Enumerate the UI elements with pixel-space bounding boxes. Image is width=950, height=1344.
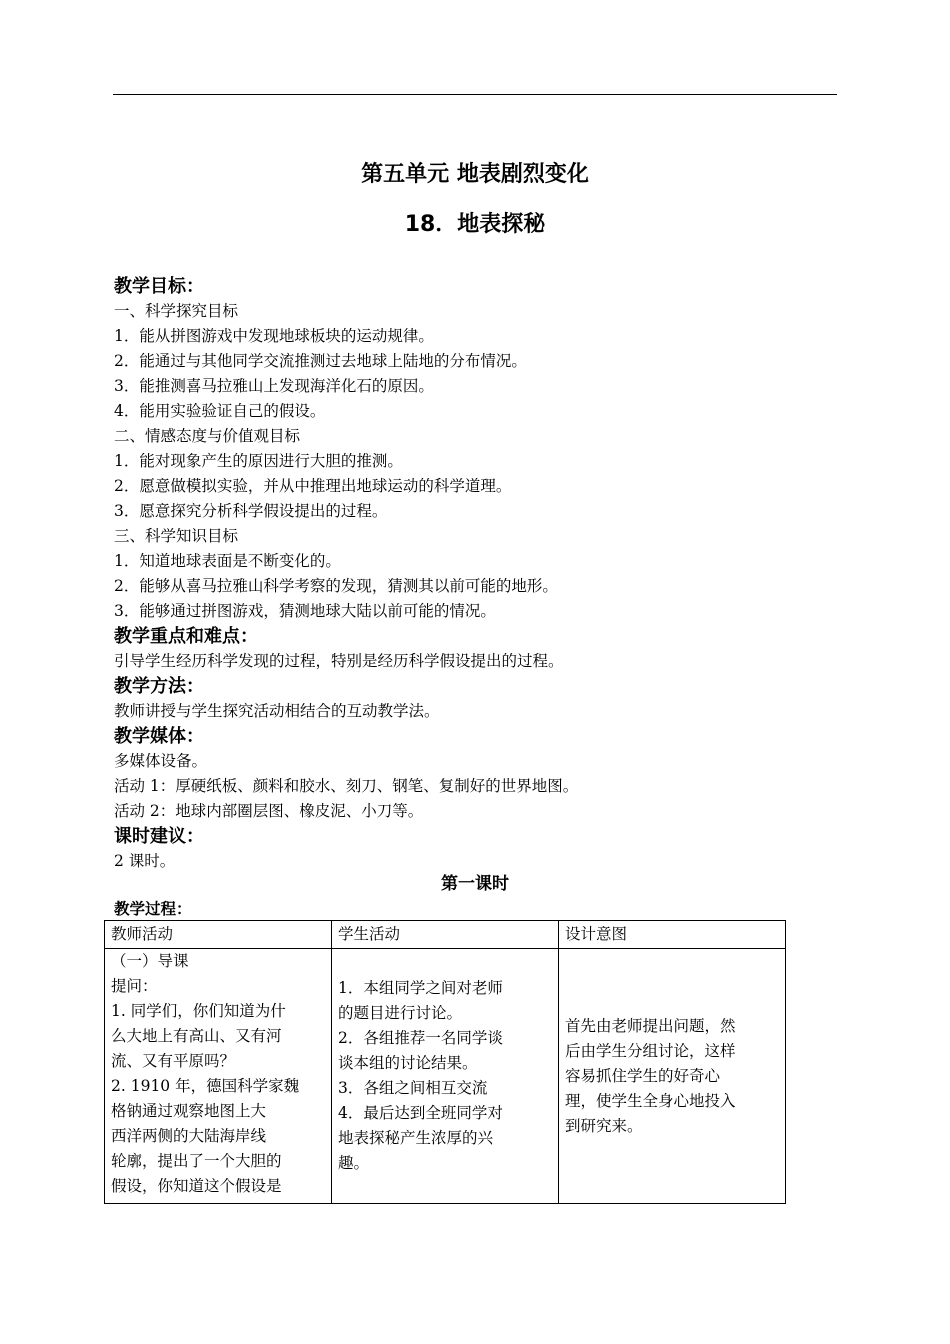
teacher-line: 假设，你知道这个假设是 (111, 1177, 282, 1195)
hours-text: 2 课时。 (114, 852, 176, 870)
goal-line: 1．能对现象产生的原因进行大胆的推测。 (114, 452, 403, 470)
media-line: 活动 1：厚硬纸板、颜料和胶水、刻刀、钢笔、复制好的世界地图。 (114, 777, 579, 795)
teacher-line: 1. 同学们，你们知道为什 (111, 1002, 286, 1020)
process-label: 教学过程： (114, 900, 192, 918)
goal-line: 三、科学知识目标 (114, 527, 239, 545)
teacher-line: 轮廓，提出了一个大胆的 (111, 1152, 282, 1170)
goal-line: 1．能从拼图游戏中发现地球板块的运动规律。 (114, 327, 434, 345)
teacher-line: 西洋两侧的大陆海岸线 (111, 1127, 267, 1145)
student-line: 1．本组同学之间对老师 (338, 979, 503, 997)
goal-line: 1．知道地球表面是不断变化的。 (114, 552, 341, 570)
goal-line: 4．能用实验验证自己的假设。 (114, 402, 326, 420)
student-line: 3．各组之间相互交流 (338, 1079, 488, 1097)
header-design-intent: 设计意图 (559, 921, 786, 949)
goal-line: 3．愿意探究分析科学假设提出的过程。 (114, 502, 388, 520)
teacher-line: （一）导课 (111, 952, 189, 970)
design-line: 首先由老师提出问题，然 (565, 1016, 736, 1035)
student-line: 2．各组推荐一名同学谈 (338, 1029, 503, 1047)
goal-line: 3．能推测喜马拉雅山上发现海洋化石的原因。 (114, 377, 434, 395)
design-intent-cell (559, 949, 786, 1204)
method-text: 教师讲授与学生探究活动相结合的互动教学法。 (114, 702, 440, 720)
teacher-line: 2. 1910 年，德国科学家魏 (111, 1077, 300, 1095)
header-student-activity: 学生活动 (332, 921, 559, 949)
goal-line: 3．能够通过拼图游戏，猜测地球大陆以前可能的情况。 (114, 602, 496, 620)
unit-title: 第五单元 地表剧烈变化 (361, 162, 589, 187)
document-body (114, 274, 844, 874)
teacher-line: 提问： (111, 977, 158, 995)
design-line: 到研究来。 (565, 1116, 643, 1135)
student-line: 4．最后达到全班同学对 (338, 1104, 503, 1122)
key-points-text: 引导学生经历科学发现的过程，特别是经历科学假设提出的过程。 (114, 652, 564, 670)
goals-list (114, 299, 844, 624)
design-line: 理，使学生全身心地投入 (565, 1091, 736, 1110)
student-line: 谈本组的讨论结果。 (338, 1054, 478, 1072)
table-header-row (105, 921, 786, 949)
goal-line: 2．愿意做模拟实验，并从中推理出地球运动的科学道理。 (114, 477, 512, 495)
goal-line: 二、情感态度与价值观目标 (114, 427, 301, 445)
lesson-title: 18．地表探秘 (404, 212, 546, 237)
teacher-line: 流、又有平原吗？ (111, 1052, 236, 1070)
lesson-period-title: 第一课时 (441, 874, 509, 894)
method-heading: 教学方法： (114, 676, 204, 697)
goal-line: 2．能够从喜马拉雅山科学考察的发现，猜测其以前可能的地形。 (114, 577, 558, 595)
media-line: 多媒体设备。 (114, 752, 208, 770)
teaching-process-table (104, 920, 786, 1204)
teacher-line: 么大地上有高山、又有河 (111, 1027, 282, 1045)
student-activity-cell (332, 949, 559, 1204)
goal-line: 一、科学探究目标 (114, 302, 239, 320)
header-teacher-activity: 教师活动 (105, 921, 332, 949)
table-row (105, 949, 786, 1204)
media-line: 活动 2：地球内部圈层图、橡皮泥、小刀等。 (114, 802, 424, 820)
student-line: 趣。 (338, 1154, 370, 1172)
design-line: 容易抓住学生的好奇心 (565, 1066, 721, 1085)
header-rule (113, 94, 837, 95)
goals-heading: 教学目标： (114, 276, 204, 297)
student-line: 地表探秘产生浓厚的兴 (338, 1129, 494, 1147)
teacher-line: 格钠通过观察地图上大 (111, 1102, 267, 1120)
teacher-activity-cell (105, 949, 332, 1204)
goal-line: 2．能通过与其他同学交流推测过去地球上陆地的分布情况。 (114, 352, 527, 370)
hours-heading: 课时建议： (114, 826, 204, 847)
student-line: 的题目进行讨论。 (338, 1004, 463, 1022)
media-heading: 教学媒体： (114, 726, 204, 747)
key-points-heading: 教学重点和难点： (114, 626, 258, 647)
design-line: 后由学生分组讨论，这样 (565, 1041, 736, 1060)
